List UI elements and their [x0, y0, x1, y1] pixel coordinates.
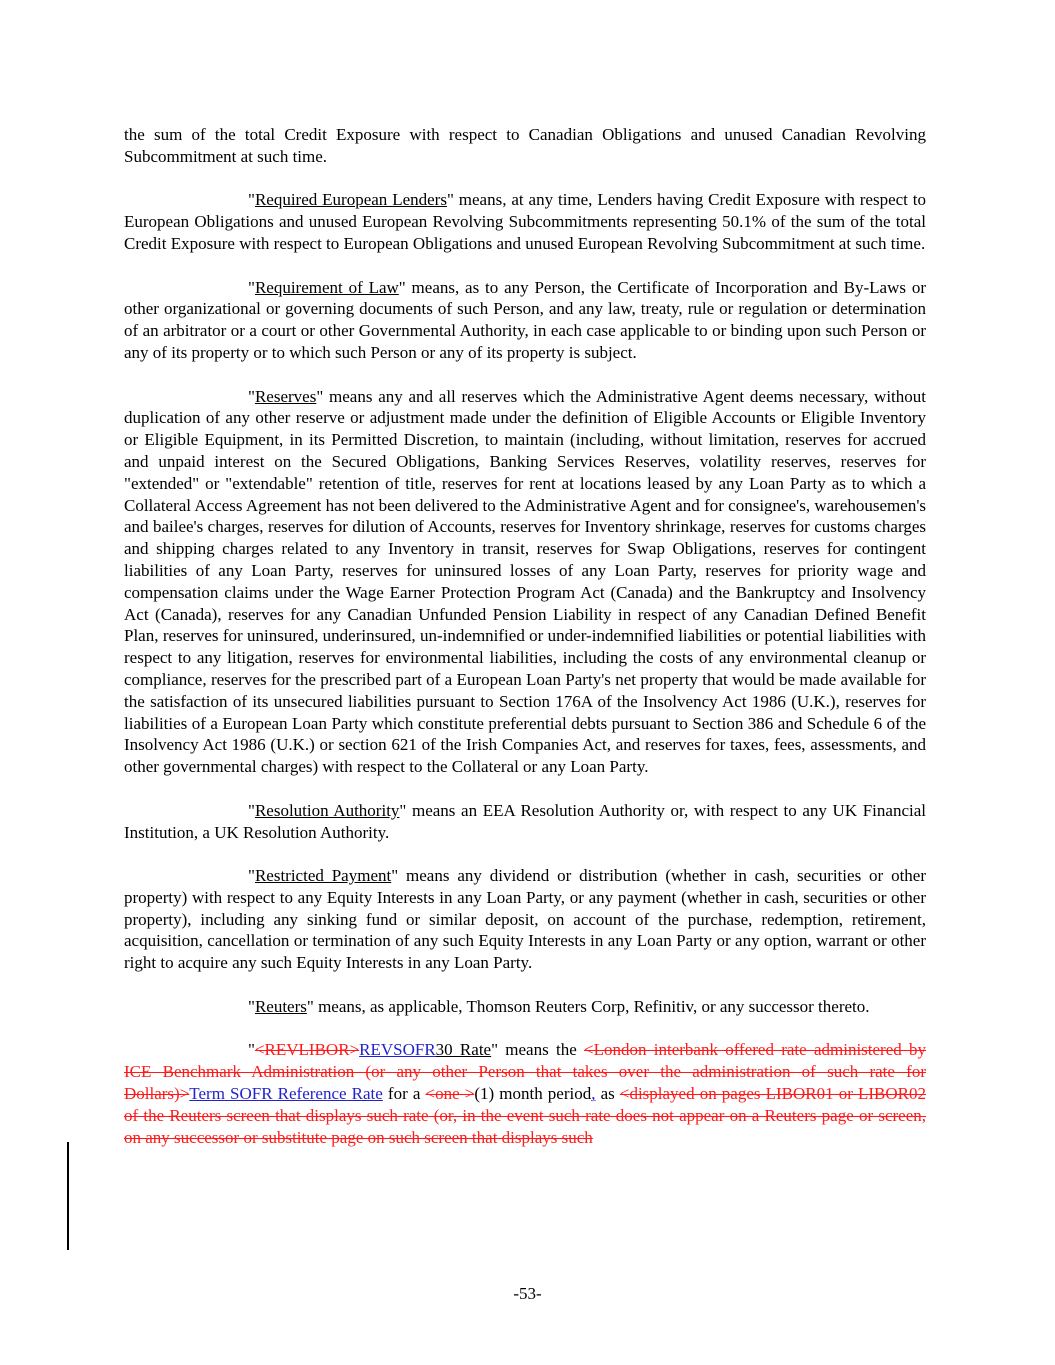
definition-text: as	[595, 1084, 620, 1104]
document-page	[124, 124, 926, 1170]
definition-reuters: "Reuters" means, as applicable, Thomson Reuters Corp, Refinitiv, or any successor thereto.	[248, 996, 870, 1016]
page-number: -53-	[513, 1284, 542, 1303]
definition-text: " means any and all reserves which the Administrative Agent deems necessary, without duplication of any other reserve or adjustment made under the definition of Eligible Accounts or Eligible Inventory or Eligible Equipment, in its Permitted Discretion, to maintain (including, without limitation, reserves for accrued and unpaid interest on the Secured Obligations, Banking Services Reserves, volatility reserves, reserves for "extended" or "extendable" retention of title, reserves for rent at locations leased by any Loan Party as to which a Collateral Access Agreement has not been delivered to the Administrative Agent and for consignee's, warehousemen's and bailee's charges, reserves for dilution of Accounts, reserves for Inventory shrinkage, reserves for customs charges and shipping charges related to any Inventory in transit, reserves for Swap Obligations, reserves for contingent liabilities of any Loan Party, reserves for uninsured losses of any Loan Party, reserves for priority wage and compensation claims under the Wage Earner Protection Program Act (Canada) and the Bankruptcy and Insolvency Act (Canada), reserves for any Canadian Unfunded Pension Liability in respect of any Canadian Defined Benefit Plan, reserves for uninsured, underinsured, un-indemnified or under-indemnified liabilities or potential liabilities with respect to any litigation, reserves for environmental liabilities, including the costs of any environmental cleanup or compliance, reserves for the prescribed part of a European Loan Party's net property that would be made available for the satisfaction of its unsecured liabilities pursuant to Section 176A of the Insolvency Act 1986 (U.K.), reserves for liabilities of a European Loan Party which constitute preferential debts pursuant to Section 386 and Schedule 6 of the Insolvency Act 1986 (U.K.) or section 621 of the Irish Companies Act, and reserves for taxes, fees, assessments, and other governmental charges) with respect to the Collateral or any Loan Party.	[124, 386, 926, 777]
definition-text: (1) month period	[474, 1084, 592, 1104]
open-quote: "	[248, 1040, 255, 1060]
definition-restricted-payment: "Restricted Payment" means any dividend or distribution (whether in cash, securities or other property) with respect to any Equity Interests in any Loan Party, or any payment (whether in cash, securities or other property), including any sinking fund or similar deposit, on account of the purchase, redemption, retirement, acquisition, cancellation or termination of any such Equity Interests in any Loan Party or any option, warrant or other right to acquire any such Equity Interests in any Loan Party.	[124, 866, 927, 973]
definition-text: " means, as to any Person, the Certificate of Incorporation and By-Laws or other organizational or governing documents of such Person, and any law, treaty, rule or regulation or determination of an arbitrator or a court or other Governmental Authority, in each case applicable to or binding upon such Person or any of its property or to which such Person or any of its property is subject.	[124, 277, 926, 362]
definition-resolution-authority: "Resolution Authority" means an EEA Resolution Authority or, with respect to any UK Financial Institution, a UK Resolution Authority.	[124, 800, 926, 842]
defined-term: 30 Rate	[435, 1040, 492, 1060]
defined-term: Reserves	[254, 386, 317, 406]
deleted-text: <London interbank offered rate administered by ICE Benchmark Administration (or any other Person that takes over the administration of such rate for Dollars)>	[124, 1040, 927, 1104]
defined-term: Requirement of Law	[254, 277, 399, 297]
continued-paragraph: the sum of the total Credit Exposure with respect to Canadian Obligations and unused Canadian Revolving Subcommitment at such time.	[124, 125, 926, 166]
revision-change-bar	[67, 1142, 69, 1250]
inserted-text: Term SOFR Reference Rate	[189, 1084, 383, 1104]
defined-term: Reuters	[254, 996, 307, 1016]
deleted-text: <displayed on pages LIBOR01 or LIBOR02 of the Reuters screen that displays such rate (or, in the event such rate does not appear on a Reuters page or screen, on any successor or substitute page on such screen that displays such	[124, 1084, 926, 1147]
defined-term: Resolution Authority	[254, 800, 400, 820]
definition-requirement-of-law: "Requirement of Law" means, as to any Person, the Certificate of Incorporation and By-Laws or other organizational or governing documents of such Person, and any law, treaty, rule or regulation or determination of an arbitrator or a court or other Governmental Authority, in each case applicable to or binding upon such Person or any of its property or to which such Person or any of its property is subject.	[124, 277, 926, 362]
deleted-text: <REVLIBOR>	[254, 1040, 360, 1060]
definition-text: " means an EEA Resolution Authority or, with respect to any UK Financial Institution, a UK Resolution Authority.	[124, 800, 926, 842]
definition-revsofr30-rate	[124, 1039, 926, 1148]
definition-reserves: "Reserves" means any and all reserves which the Administrative Agent deems necessary, without duplication of any other reserve or adjustment made under the definition of Eligible Accounts or Eligible Inventory or Eligible Equipment, in its Permitted Discretion, to maintain (including, without limitation, reserves for accrued and unpaid interest on the Secured Obligations, Banking Services Reserves, volatility reserves, reserves for "extended" or "extendable" retention of title, reserves for rent at locations leased by any Loan Party as to which a Collateral Access Agreement has not been delivered to the Administrative Agent and for consignee's, warehousemen's and bailee's charges, reserves for dilution of Accounts, reserves for Inventory shrinkage, reserves for customs charges and shipping charges related to any Inventory in transit, reserves for Swap Obligations, reserves for contingent liabilities of any Loan Party, reserves for uninsured losses of any Loan Party, reserves for priority wage and compensation claims under the Wage Earner Protection Program Act (Canada) and the Bankruptcy and Insolvency Act (Canada), reserves for any Canadian Unfunded Pension Liability in respect of any Canadian Defined Benefit Plan, reserves for uninsured, underinsured, un-indemnified or under-indemnified liabilities or potential liabilities with respect to any litigation, reserves for environmental liabilities, including the costs of any environmental cleanup or compliance, reserves for the prescribed part of a European Loan Party's net property that would be made available for the satisfaction of its unsecured liabilities pursuant to Section 176A of the Insolvency Act 1986 (U.K.), reserves for liabilities of a European Loan Party which constitute preferential debts pursuant to Section 386 and Schedule 6 of the Insolvency Act 1986 (U.K.) or section 621 of the Irish Companies Act, and reserves for taxes, fees, assessments, and other governmental charges) with respect to the Collateral or any Loan Party.	[124, 386, 926, 777]
deleted-text: <one >	[425, 1084, 475, 1104]
definition-text: for a	[382, 1084, 426, 1104]
inserted-text: ,	[591, 1084, 596, 1104]
definition-required-european-lenders: "Required European Lenders" means, at any time, Lenders having Credit Exposure with respect to European Obligations and unused European Revolving Subcommitments representing 50.1% of the sum of the total Credit Exposure with respect to European Obligations and unused European Revolving Subcommitment at such time.	[124, 190, 927, 253]
defined-term: Required European Lenders	[254, 190, 447, 210]
inserted-text: REVSOFR	[359, 1040, 436, 1060]
definition-text: " means, as applicable, Thomson Reuters Corp, Refinitiv, or any successor thereto.	[306, 996, 870, 1016]
defined-term: Restricted Payment	[254, 866, 392, 886]
definition-text: " means, at any time, Lenders having Credit Exposure with respect to European Obligations and unused European Revolving Subcommitments representing 50.1% of the sum of the total Credit Exposure with respect to European Obligations and unused European Revolving Subcommitment at such time.	[124, 190, 927, 253]
definition-text: " means any dividend or distribution (whether in cash, securities or other property) with respect to any Equity Interests in any Loan Party, or any payment (whether in cash, securities or other property), including any sinking fund or similar deposit, on account of the purchase, redemption, retirement, acquisition, cancellation or termination of any such Equity Interests in any Loan Party or any option, warrant or other right to acquire any such Equity Interests in any Loan Party.	[124, 866, 927, 973]
definition-text: " means the	[491, 1040, 585, 1060]
